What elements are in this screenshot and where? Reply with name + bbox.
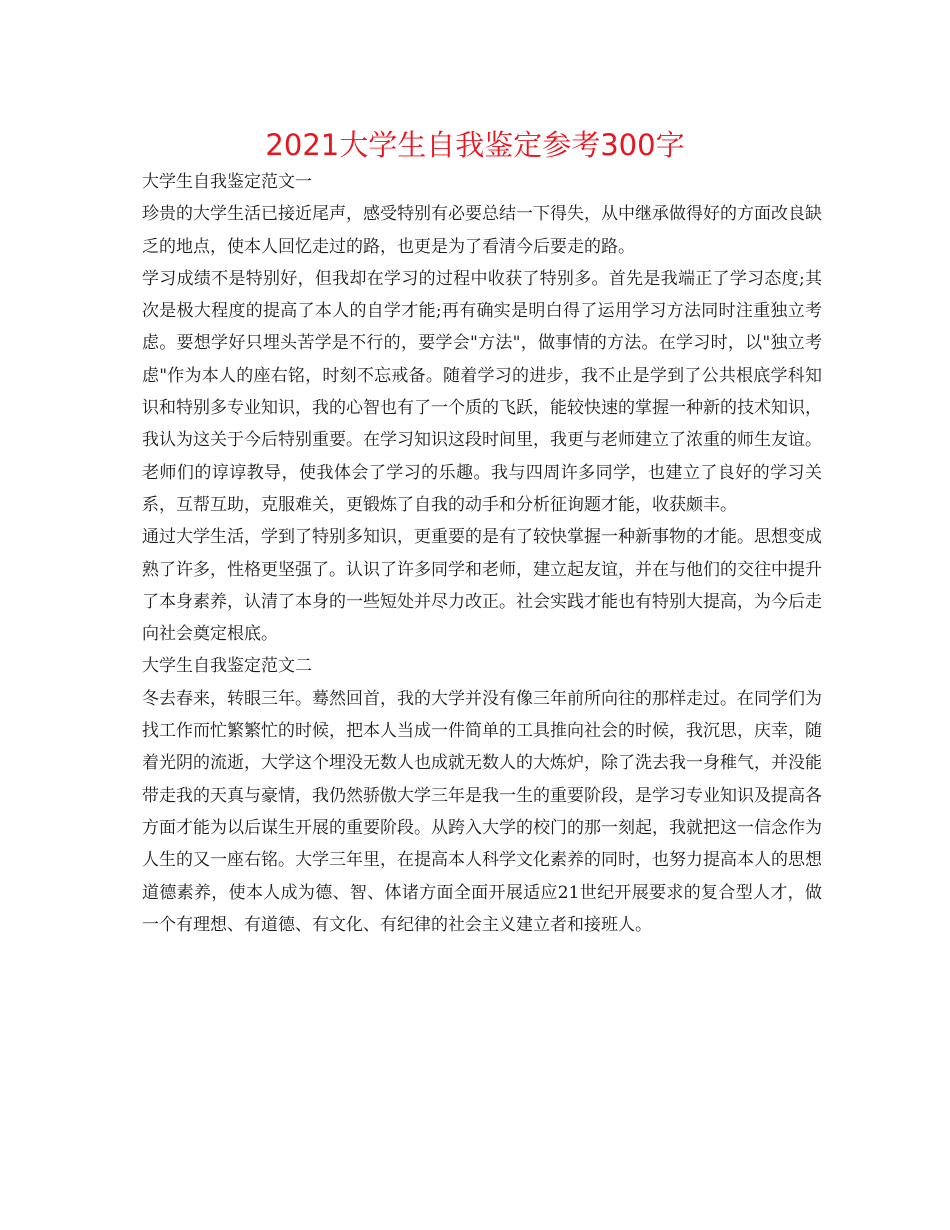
paragraph-intro: 珍贵的大学生活已接近尾声，感受特别有必要总结一下得失，从中继承做得好的方面改良缺乏的地点，使本人回忆走过的路，也更是为了看清今后要走的路。	[142, 204, 822, 257]
paragraph-reflection: 冬去春来，转眼三年。蓦然回首，我的大学并没有像三年前所向往的那样走过。在同学们为找工作而忙繁繁忙的时候，把本人当成一件简单的工具推向社会的时候，我沉思，庆幸，随着光阴的流逝，大学这个埋没无数人也成就无数人的大炼炉，除了洗去我一身稚气，并没能带走我的天真与豪情，我仍然骄傲大学三年是我一生的重要阶段，是学习专业知识及提高各方面才能为以后谋生开展的重要阶段。从跨入大学的校门的那一刻起，我就把这一信念作为人生的又一座右铭。大学三年里，在提高本人科学文化素养的同时，也努力提高本人的思想道德素养，使本人成为德、智、体诸方面全面开展适应21世纪开展要求的复合型人才，做一个有理想、有道德、有文化、有纪律的社会主义建立者和接班人。	[142, 688, 822, 935]
section-heading-2: 大学生自我鉴定范文二	[142, 656, 312, 677]
paragraph-summary: 通过大学生活，学到了特别多知识，更重要的是有了较快掌握一种新事物的才能。思想变成熟了许多，性格更坚强了。认识了许多同学和老师，建立起友谊，并在与他们的交往中提升了本身素养，认清了本身的一些短处并尽力改正。社会实践才能也有特别大提高，为今后走向社会奠定根底。	[142, 527, 822, 645]
document-title: 2021大学生自我鉴定参考300字	[265, 128, 685, 162]
paragraph-study: 学习成绩不是特别好，但我却在学习的过程中收获了特别多。首先是我端正了学习态度;其次是极大程度的提高了本人的自学才能;再有确实是明白得了运用学习方法同时注重独立考虑。要想学好只埋头苦学是不行的，要学会"方法"，做事情的方法。在学习时，以"独立考虑"作为本人的座右铭，时刻不忘戒备。随着学习的进步，我不止是学到了公共根底学科知识和特别多专业知识，我的心智也有了一个质的飞跃，能较快速的掌握一种新的技术知识，我认为这关于今后特别重要。在学习知识这段时间里，我更与老师建立了浓重的师生友谊。老师们的谆谆教导，使我体会了学习的乐趣。我与四周许多同学，也建立了良好的学习关系，互帮互助，克服难关，更锻炼了自我的动手和分析征询题才能，收获颇丰。	[142, 268, 822, 515]
document-body	[142, 166, 822, 941]
section-heading-1: 大学生自我鉴定范文一	[142, 172, 312, 192]
